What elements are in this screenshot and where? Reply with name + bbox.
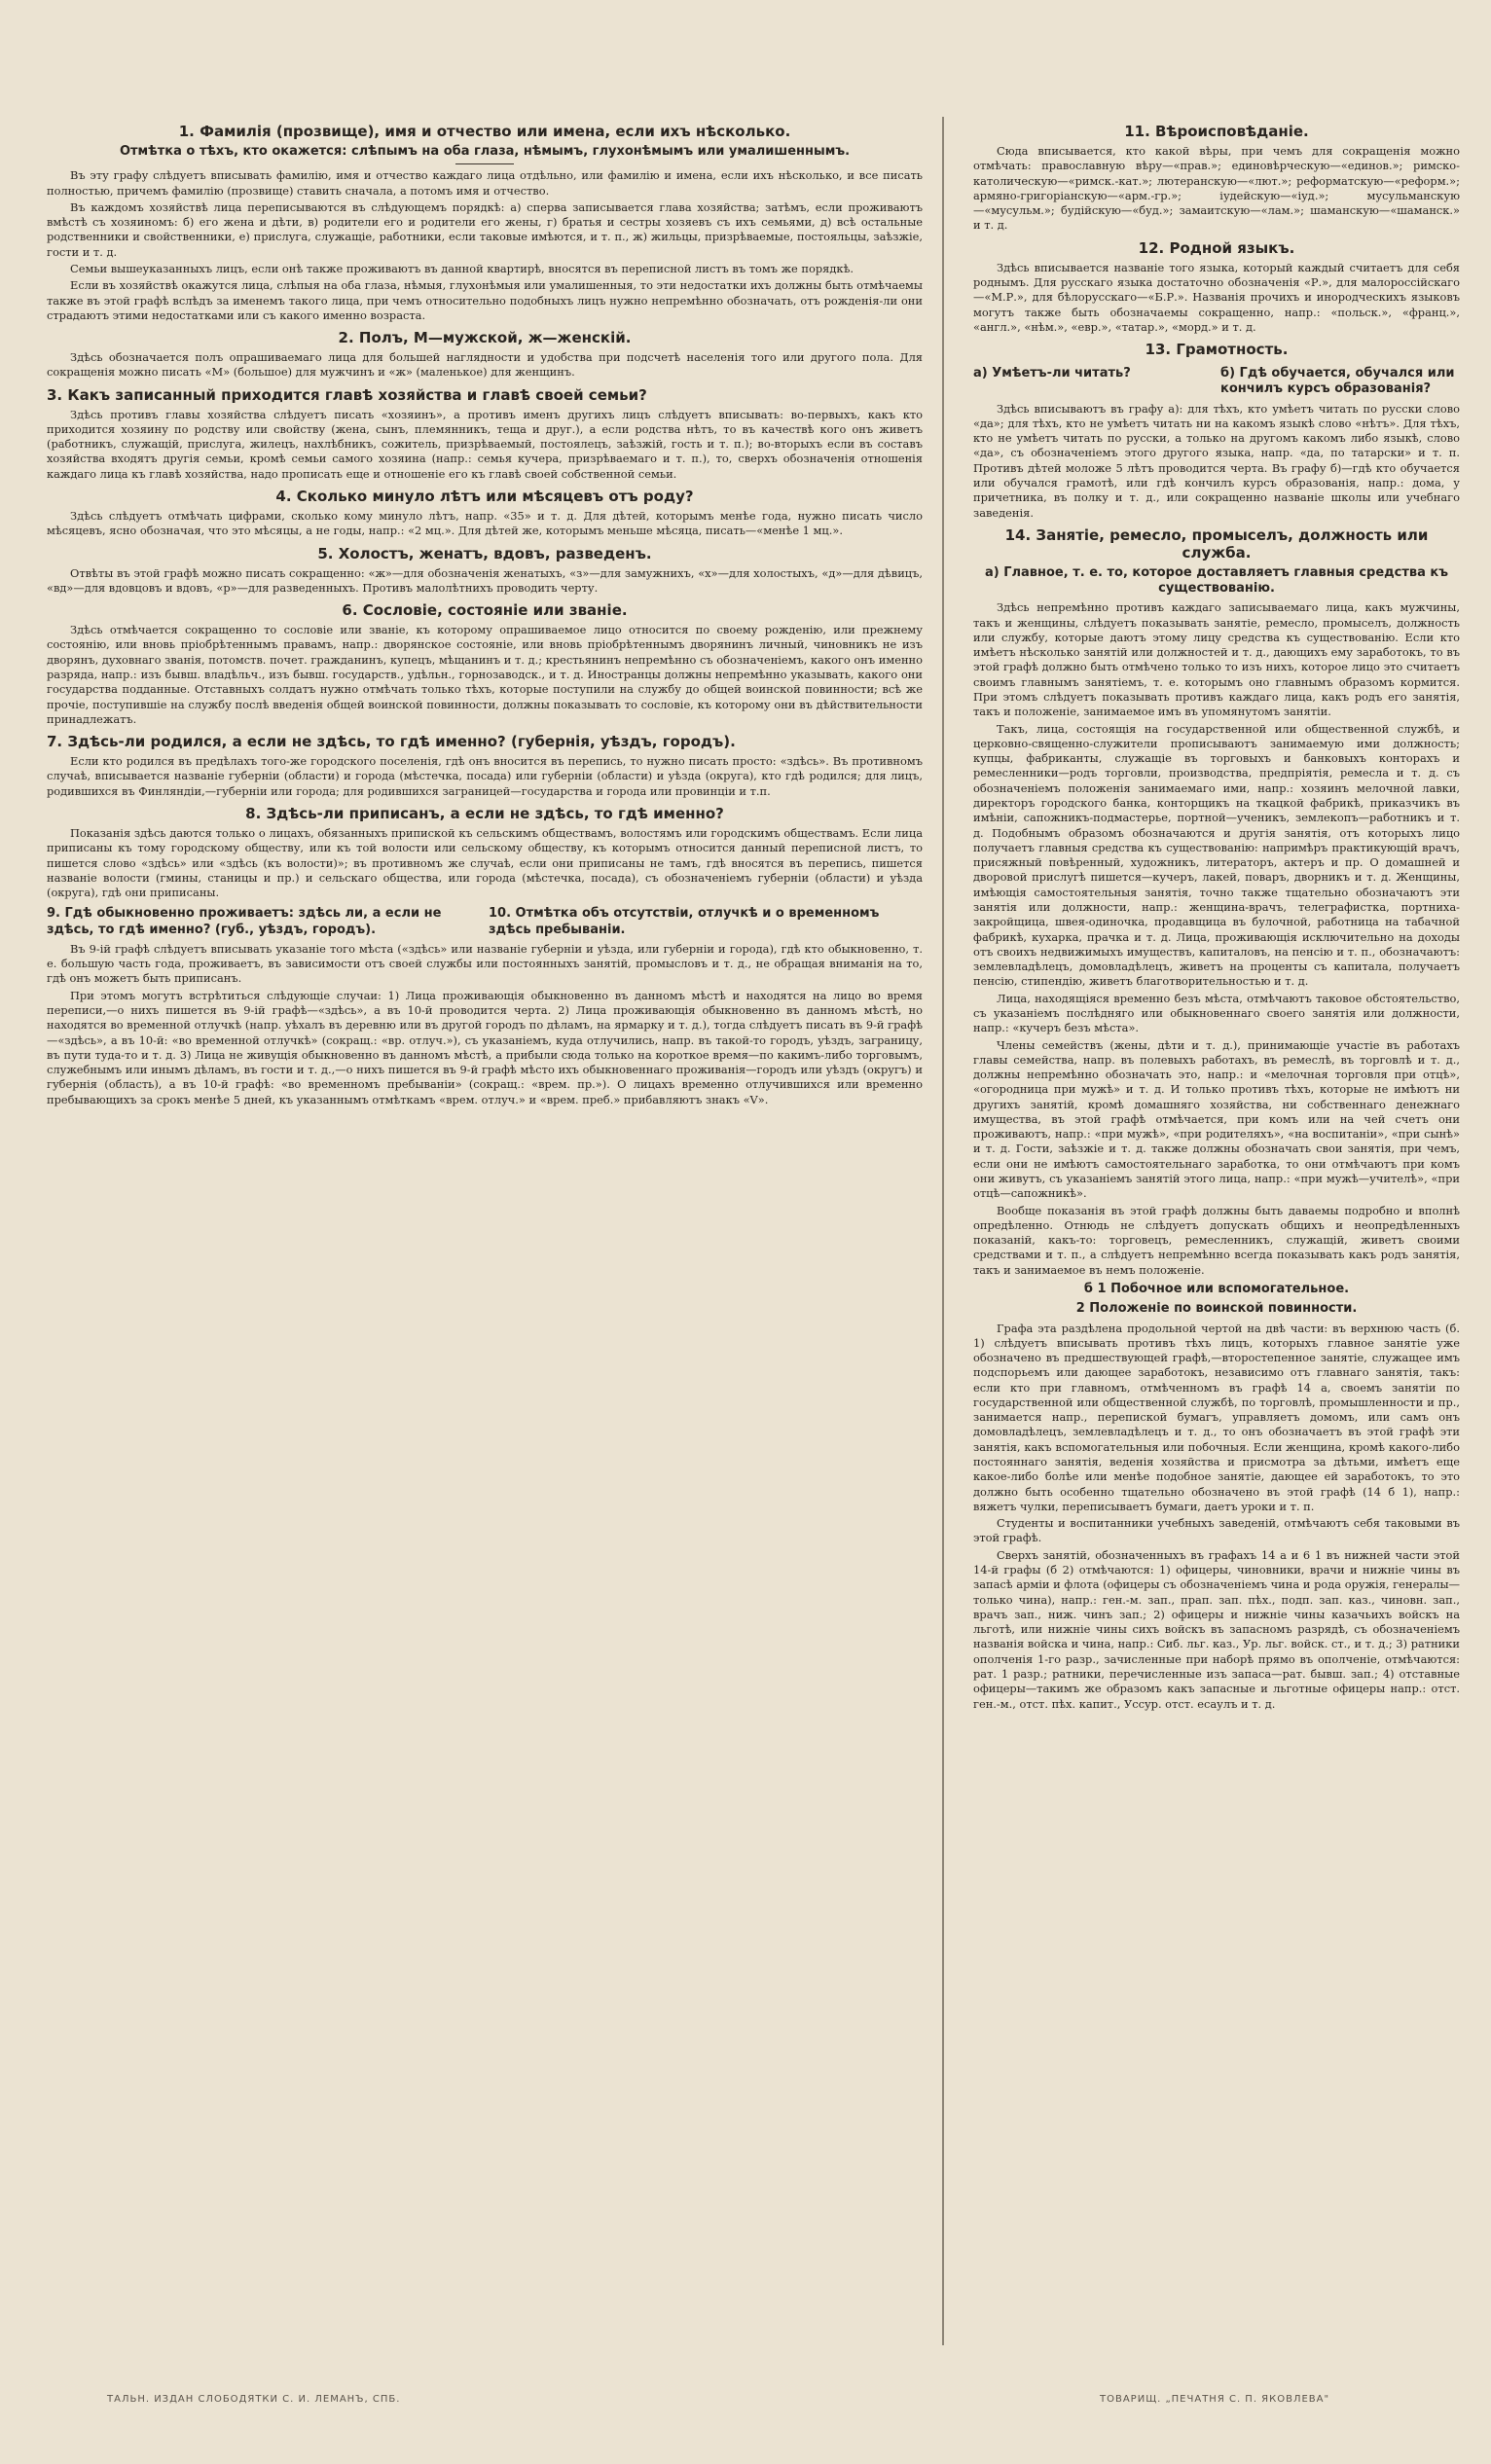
section-9-title: 9. Гдѣ обыкновенно проживаетъ: здѣсь ли, а если не здѣсь, то гдѣ именно? (губ., уѣздъ, городъ). — [47, 906, 442, 937]
section-1-paragraph: Если въ хозяйствѣ окажутся лица, слѣпыя на оба глаза, нѣмыя, глухонѣмыя или умалишенныя, то эти недостатки ихъ должны быть отмѣчаемы также въ этой графѣ вслѣдъ за именемъ такого лица, при чемъ относительно подобныхъ лицъ нужно непремѣнно обозначать, отъ рожденія-ли они страдаютъ этими недостатками или съ какого именно возраста. — [47, 278, 923, 322]
sections-9-10-header — [47, 902, 923, 942]
section-1-paragraph: Въ каждомъ хозяйствѣ лица переписываются въ слѣдующемъ порядкѣ: а) сперва записывается глава хозяйства; затѣмъ, если проживаютъ вмѣстѣ съ хозяиномъ: б) его жена и дѣти, в) родители его и родители его жены, г) братья и сестры хозяевъ съ ихъ семьями, д) всѣ остальные родственники и свойственники, е) прислуга, служащіе, работники, если таковые имѣются, и т. п., ж) жильцы, призрѣваемые, постояльцы, заѣзжіе, гости и т. д. — [47, 199, 923, 259]
column-divider — [942, 117, 944, 2345]
section-7-title: 7. Здѣсь-ли родился, а если не здѣсь, то гдѣ именно? (губернія, уѣздъ, городъ). — [47, 733, 736, 751]
section-3-title: 3. Какъ записанный приходится главѣ хозяйства и главѣ своей семьи? — [47, 385, 647, 404]
section-1-title: 1. Фамилія (прозвище), имя и отчество или имена, если ихъ нѣсколько. — [178, 123, 791, 140]
section-13-title: 13. Грамотность. — [1145, 341, 1289, 359]
separator-rule — [455, 163, 514, 164]
section-14-paragraph: Члены семействъ (жены, дѣти и т. д.), принимающіе участіе въ работахъ главы семейства, напр. въ полевыхъ работахъ, въ ремеслѣ, въ торговлѣ и т. д., должны непремѣнно обозначать это, напр.: и «мелочная торговля при отцѣ», «огородница при мужѣ» и т. д. И только противъ тѣхъ, которые не имѣютъ ни другихъ занятій, кромѣ домашняго хозяйства, ни собственнаго денежнаго имущества, въ этой графѣ отмѣчается, при комъ или на чей счетъ они проживаютъ, напр.: «при мужѣ», «при родителяхъ», «на воспитаніи», «при сынѣ» и т. д. Гости, заѣзжіе и т. д. также должны обозначать свои занятія, при чемъ, если они не имѣютъ самостоятельнаго заработка, то они отмѣчаютъ при комъ они живутъ, съ указаніемъ занятій этого лица, напр.: «при мужѣ—учителѣ», «при отцѣ—сапожникѣ». — [973, 1037, 1460, 1201]
section-4-title: 4. Сколько минуло лѣтъ или мѣсяцевъ отъ роду? — [275, 488, 694, 506]
section-9-paragraph: При этомъ могутъ встрѣтиться слѣдующіе случаи: 1) Лица проживающія обыкновенно въ данномъ мѣстѣ и находятся на лицо во время переписи,—о нихъ пишется въ 9-ій графѣ—«здѣсь», а въ 10-й проводится черта. 2) Лица проживающія обыкновенно въ данномъ мѣстѣ, но находятся во временной отлучкѣ (напр. уѣхалъ въ деревню или въ другой городъ по дѣламъ, на ярмарку и т. д.), тогда слѣдуетъ писать въ 9-й графѣ—«здѣсь», а въ 10-й: «во временной отлучкѣ» (сокращ.: «вр. отлуч.»), съ указаніемъ, куда отлучились, напр. въ такой-то городъ, уѣздъ, заграницу, въ пути туда-то и т. д. 3) Лица не живущія обыкновенно въ данномъ мѣстѣ, а прибыли сюда только на короткое время—по какимъ-либо торговымъ, служебнымъ или инымъ дѣламъ, въ гости и т. д.,—о нихъ пишется въ 9-й графѣ мѣсто ихъ обыкновеннаго проживанія—городъ или уѣздъ (округъ) и губернія (область), а въ 10-й графѣ: «во временномъ пребываніи» (сокращ.: «врем. пр.»). О лицахъ временно отлучившихся или временно пребывающихъ за срокъ менѣе 5 дней, къ указаннымъ отмѣткамъ «врем. отлуч.» и «врем. преб.» прибавляютъ знакъ «V». — [47, 988, 923, 1106]
section-12-paragraph: Здѣсь вписывается названіе того языка, который каждый считаетъ для себя роднымъ. Для русскаго языка достаточно обозначенія «Р.», для малороссійскаго—«М.Р.», для бѣлорусскаго—«Б.Р.». Названія прочихъ и инородческихъ языковъ могутъ также быть обозначаемы сокращенно, напр.: «польск.», «франц.», «англ.», «нѣм.», «евр.», «татар.», «морд.» и т. д. — [973, 260, 1460, 334]
section-9-paragraph: Въ 9-ій графѣ слѣдуетъ вписывать указаніе того мѣста («здѣсь» или названіе губерніи и уѣзда, или губерніи и города), гдѣ кто обыкновенно, т. е. большую часть года, проживаетъ, въ зависимости отъ своей службы или постоянныхъ занятій, промысловъ и т. д., не обращая вниманія на то, гдѣ онъ можетъ быть приписанъ. — [47, 941, 923, 986]
section-3-paragraph: Здѣсь противъ главы хозяйства слѣдуетъ писать «хозяинъ», а противъ именъ другихъ лицъ слѣдуетъ вписывать: во-первыхъ, какъ кто приходится хозяину по родству или свойству (жена, сынъ, племянникъ, теща и друг.), а если родства нѣтъ, то въ качествѣ кого онъ живетъ (работникъ, служащій, прислуга, жилецъ, нахлѣбникъ, сожитель, призрѣваемый, постоялецъ, заѣзжій, гость и т. п.); во-вторыхъ если въ составъ хозяйства входятъ другія семьи, кромѣ семьи самого хозяина (напр.: семья кучера, призрѣваемаго и т. п.), то, сверхъ обозначенія отношенія каждаго лица къ главѣ хозяйства, надо прописать еще и отношеніе его къ главѣ своей собственной семьи. — [47, 407, 923, 481]
section-14-paragraph: Такъ, лица, состоящія на государственной или общественной службѣ, и церковно-священно-служители прописываютъ занимаемую ими должность; купцы, фабриканты, служащіе въ торговыхъ и банковыхъ конторахъ и ремесленники—родъ торговли, производства, предпріятія, ремесла и т. д. съ обозначеніемъ положенія занимаемаго ими, напр.: хозяинъ мелочной лавки, директоръ городского банка, конторщикъ на ткацкой фабрикѣ, приказчикъ въ имѣніи, сапожникъ-подмастерье, портной—ученикъ, землекопъ—работникъ и т. д. Подобнымъ образомъ обозначаются и другія занятія, отъ которыхъ лицо получаетъ главныя средства къ существованію: напримѣръ практикующій врачъ, присяжный повѣренный, художникъ, литераторъ, актеръ и пр. О домашней и дворовой прислугѣ пишется—кучеръ, лакей, поваръ, дворникъ и т. д. Женщины, имѣющія самостоятельныя занятія, точно также тщательно обозначаютъ эти занятія или должности, напр.: женщина-врачъ, телеграфистка, портниха-закройщица, швея-одиночка, продавщица въ булочной, работница на табачной фабрикѣ, кухарка, прачка и т. д. Лица, проживающія исключительно на доходы отъ своихъ недвижимыхъ имуществъ, капиталовъ, на пенсію и т. п., обозначаютъ: землевладѣлецъ, домовладѣлецъ, живетъ на проценты съ капитала, получаетъ пенсію, стипендію, живетъ благотворительностью и т. д. — [973, 721, 1460, 989]
section-14a-subtitle: а) Главное, т. е. то, которое доставляетъ главныя средства къ существованію. — [984, 564, 1449, 597]
section-11-title: 11. Вѣроисповѣданіе. — [1124, 123, 1309, 140]
section-6-title: 6. Сословіе, состояніе или званіе. — [342, 601, 628, 620]
section-13-paragraph: Здѣсь вписываютъ въ графу а): для тѣхъ, кто умѣетъ читать по русски слово «да»; для тѣхъ, кто не умѣетъ читать ни на какомъ языкѣ слово «нѣтъ». Для тѣхъ, кто не умѣетъ читать по русски, а только на другомъ какомъ либо языкѣ, слово «да», съ обозначеніемъ этого другого языка, напр. «да, по татарски» и т. п. Противъ дѣтей моложе 5 лѣтъ проводится черта. Въ графу б)—гдѣ кто обучается или обучался грамотѣ, или гдѣ кончилъ курсъ образованія, напр.: дома, у причетника, въ полку и т. д., или сокращенно названіе школы или учебнаго заведенія. — [973, 401, 1460, 520]
section-11-paragraph: Сюда вписывается, кто какой вѣры, при чемъ для сокращенія можно отмѣчать: православную вѣру—«прав.»; единовѣрческую—«единов.»; римско-католическую—«римск.-кат.»; лютеранскую—«лют.»; реформатскую—«реформ.»; армяно-григоріанскую—«арм.-гр.»; іудейскую—«іуд.»; мусульманскую—«мусульм.»; будійскую—«буд.»; замаитскую—«лам.»; шаманскую—«шаманск.» и т. д. — [973, 144, 1460, 233]
section-14b2-title: 2 Положеніе по воинской повинности. — [1075, 1301, 1358, 1317]
section-10-title: 10. Отмѣтка объ отсутствіи, отлучкѣ и о временномъ здѣсь пребываніи. — [489, 906, 880, 937]
section-14-title: 14. Занятіе, ремесло, промыселъ, должность или служба. — [1004, 525, 1429, 562]
section-2-title: 2. Полъ, М—мужской, ж—женскій. — [338, 329, 632, 347]
section-12-title: 12. Родной языкъ. — [1138, 238, 1295, 257]
section-1-paragraph: Въ эту графу слѣдуетъ вписывать фамилію, имя и отчество каждаго лица отдѣльно, или фамилію и имена, если ихъ нѣсколько, и все писать полностью, причемъ фамилію (прозвище) ставить сначала, а потомъ имя и отчество. — [47, 168, 923, 198]
section-14-paragraph: Сверхъ занятій, обозначенныхъ въ графахъ 14 а и 6 1 въ нижней части этой 14-й графы (б 2) отмѣчаются: 1) офицеры, чиновники, врачи и нижніе чины въ запасѣ арміи и флота (офицеры съ обозначеніемъ чина и рода оружія, генералы—только чина), напр.: ген.-м. зап., прап. зап. пѣх., подп. зап. каз., чиновн. зап., врачъ зап., ниж. чинъ зап.; 2) офицеры и нижніе чины казачьихъ войскъ на льготѣ, или нижніе чины сихъ войскъ въ запасномъ разрядѣ, съ обозначеніемъ названія войска и чина, напр.: Сиб. льг. каз., Ур. льг. войск. ст., и т. д.; 3) ратники ополченія 1-го разр., зачисленные при наборѣ прямо въ ополченіе, отмѣчаются: рат. 1 разр.; ратники, перечисленные изъ запаса—рат. бывш. зап.; 4) отставные офицеры—такимъ же образомъ какъ запасные и льготные офицеры напр.: отст. ген.-м., отст. пѣх. капит., Уссур. отст. есаулъ и т. д. — [973, 1547, 1460, 1711]
section-2-paragraph: Здѣсь обозначается полъ опрашиваемаго лица для большей наглядности и удобства при подсчетѣ населенія того или другого пола. Для сокращенія можно писать «М» (большое) для мужчинъ и «ж» (маленькое) для женщинъ. — [47, 350, 923, 380]
section-13-subheaders — [973, 362, 1460, 402]
section-7-paragraph: Если кто родился въ предѣлахъ того-же городского поселенія, гдѣ онъ вносится въ перепись, то нужно писать просто: «здѣсь». Въ противномъ случаѣ, вписывается названіе губерніи (области) и города (мѣстечка, посада) или губерніи (области) и уѣзда (округа), кто гдѣ родился; для лицъ, родившихся въ Финляндіи,—губерніи или города; для родившихся заграницей—государства и города или провинціи и т.п. — [47, 754, 923, 798]
section-13a-title: а) Умѣетъ-ли читать? — [973, 366, 1131, 381]
section-14-paragraph: Здѣсь непремѣнно противъ каждаго записываемаго лица, какъ мужчины, такъ и женщины, слѣдуетъ показывать занятіе, ремесло, промыселъ, должность или службу, которые даютъ этому лицу средства къ существованію. Если кто имѣетъ нѣсколько занятій или должностей и т. д., дающихъ ему заработокъ, то въ этой графѣ должно быть отмѣчено только то изъ нихъ, которое лицо это считаетъ своимъ главнымъ занятіемъ, т. е. которымъ оно главнымъ образомъ кормится. При этомъ слѣдуетъ показывать противъ каждаго лица, какъ родъ его занятія, такъ и положеніе, занимаемое имъ въ упомянутомъ занятіи. — [973, 600, 1460, 719]
section-1-subtitle: Отмѣтка о тѣхъ, кто окажется: слѣпымъ на оба глаза, нѣмымъ, глухонѣмымъ или умалишеннымъ. — [119, 144, 851, 159]
right-column — [973, 117, 1460, 2345]
section-5-title: 5. Холостъ, женатъ, вдовъ, разведенъ. — [317, 544, 652, 562]
section-8-paragraph: Показанія здѣсь даются только о лицахъ, обязанныхъ припиской къ сельскимъ обществамъ, волостямъ или городскимъ обществамъ. Если лица приписаны къ тому городскому обществу, или къ той волости или сельскому обществу, къ которымъ относится данный переписной листъ, то пишется слово «здѣсь» или «здѣсь (къ волости)»; въ противномъ же случаѣ, если они приписаны не тамъ, гдѣ вносятся въ перепись, пишется названіе волости (гмины, станицы и пр.) и сельскаго общества, или города (мѣстечка, посада), съ обозначеніемъ губерніи (области) и уѣзда (округа), гдѣ они приписаны. — [47, 825, 923, 900]
section-14-paragraph: Лица, находящіяся временно безъ мѣста, отмѣчаютъ таковое обстоятельство, съ указаніемъ послѣдняго или обыкновеннаго своего занятія или должности, напр.: «кучеръ безъ мѣста». — [973, 991, 1460, 1035]
section-14-paragraph: Графа эта раздѣлена продольной чертой на двѣ части: въ верхнюю часть (б. 1) слѣдуетъ вписывать противъ тѣхъ лицъ, которыхъ главное занятіе уже обозначено въ предшествующей графѣ,—второстепенное занятіе, служащее имъ подспорьемъ или дающее заработокъ, независимо отъ главнаго занятія, такъ: если кто при главномъ, отмѣченномъ въ графѣ 14 а, своемъ занятіи по государственной или общественной службѣ, по торговлѣ, промышленности и пр., занимается напр., перепиской бумагъ, управляетъ домомъ, или самъ онъ домовладѣлецъ, землевладѣлецъ и т. д., то онъ обозначаетъ въ этой графѣ эти занятія, какъ вспомогательныя или побочныя. Если женщина, кромѣ какого-либо постояннаго занятія, веденія хозяйства и присмотра за дѣтьми, имѣетъ еще какое-либо болѣе или менѣе подобное занятіе, дающее ей заработокъ, то это должно быть особенно тщательно обозначено въ этой графѣ (14 б 1), напр.: вяжетъ чулки, переписываетъ бумаги, даетъ уроки и т. п. — [973, 1321, 1460, 1513]
section-14-paragraph: Вообще показанія въ этой графѣ должны быть даваемы подробно и вполнѣ опредѣленно. Отнюдь не слѣдуетъ допускать общихъ и неопредѣленныхъ показаній, какъ-то: торговецъ, ремесленникъ, служащій, живетъ своими средствами и т. п., а слѣдуетъ непремѣнно всегда показывать какъ родъ занятія, такъ и занимаемое въ немъ положеніе. — [973, 1203, 1460, 1277]
section-8-title: 8. Здѣсь-ли приписанъ, а если не здѣсь, то гдѣ именно? — [245, 804, 724, 822]
left-column — [47, 117, 923, 2345]
section-14-paragraph: Студенты и воспитанники учебныхъ заведеній, отмѣчаютъ себя таковыми въ этой графѣ. — [973, 1516, 1460, 1545]
printer-imprint-left: ТАЛЬН. ИЗДАН СЛОБОДЯТКИ С. И. ЛЕМАНЪ, СПБ. — [107, 2394, 401, 2405]
section-14b1-title: б 1 Побочное или вспомогательное. — [1083, 1282, 1350, 1296]
section-13b-title: б) Гдѣ обучается, обучался или кончилъ курсъ образованія? — [1220, 366, 1455, 397]
section-5-paragraph: Отвѣты въ этой графѣ можно писать сокращенно: «ж»—для обозначенія женатыхъ, «з»—для замужнихъ, «х»—для холостыхъ, «д»—для дѣвицъ, «вд»—для вдовцовъ и вдовъ, «р»—для разведенныхъ. Противъ малолѣтнихъ проводить черту. — [47, 565, 923, 595]
section-4-paragraph: Здѣсь слѣдуетъ отмѣчать цифрами, сколько кому минуло лѣтъ, напр. «35» и т. д. Для дѣтей, которымъ менѣе года, нужно писать число мѣсяцевъ, ясно обозначая, что это мѣсяцы, а не годы, напр.: «2 мц.». Для дѣтей же, которымъ меньше мѣсяца, писать—«менѣе 1 мц.». — [47, 509, 923, 538]
printer-imprint-right: ТОВАРИЩ. „ПЕЧАТНЯ С. П. ЯКОВЛЕВА" — [1100, 2394, 1330, 2405]
section-1-paragraph: Семьи вышеуказанныхъ лицъ, если онѣ также проживаютъ въ данной квартирѣ, вносятся въ переписной листъ въ томъ же порядкѣ. — [70, 261, 854, 275]
section-6-paragraph: Здѣсь отмѣчается сокращенно то сословіе или званіе, къ которому опрашиваемое лицо относится по своему рожденію, или прежнему состоянію, или вновь пріобрѣтеннымъ правамъ, напр.: дворянское состояніе, или вновь пріобрѣтеннымъ дворянинъ личный, чиновникъ не изъ дворянъ, духовнаго званія, потомств. почет. гражданинъ, купецъ, мѣщанинъ и т. д.; крестьянинъ непремѣнно съ обозначеніемъ, какого онъ именно разряда, напр.: изъ бывш. владѣльч., изъ бывш. государств., удѣльн., горнозаводск., и т. д. Иностранцы должны непремѣнно указывать, какого они государства подданные. Отставныхъ солдатъ нужно отмѣчать только тѣхъ, которые поступили на службу до общей воинской повинности; всѣ же прочіе, поступившіе на службу послѣ введенія общей воинской повинности, должны показывать то сословіе, къ которому они въ дѣйствительности принадлежатъ. — [47, 623, 923, 726]
